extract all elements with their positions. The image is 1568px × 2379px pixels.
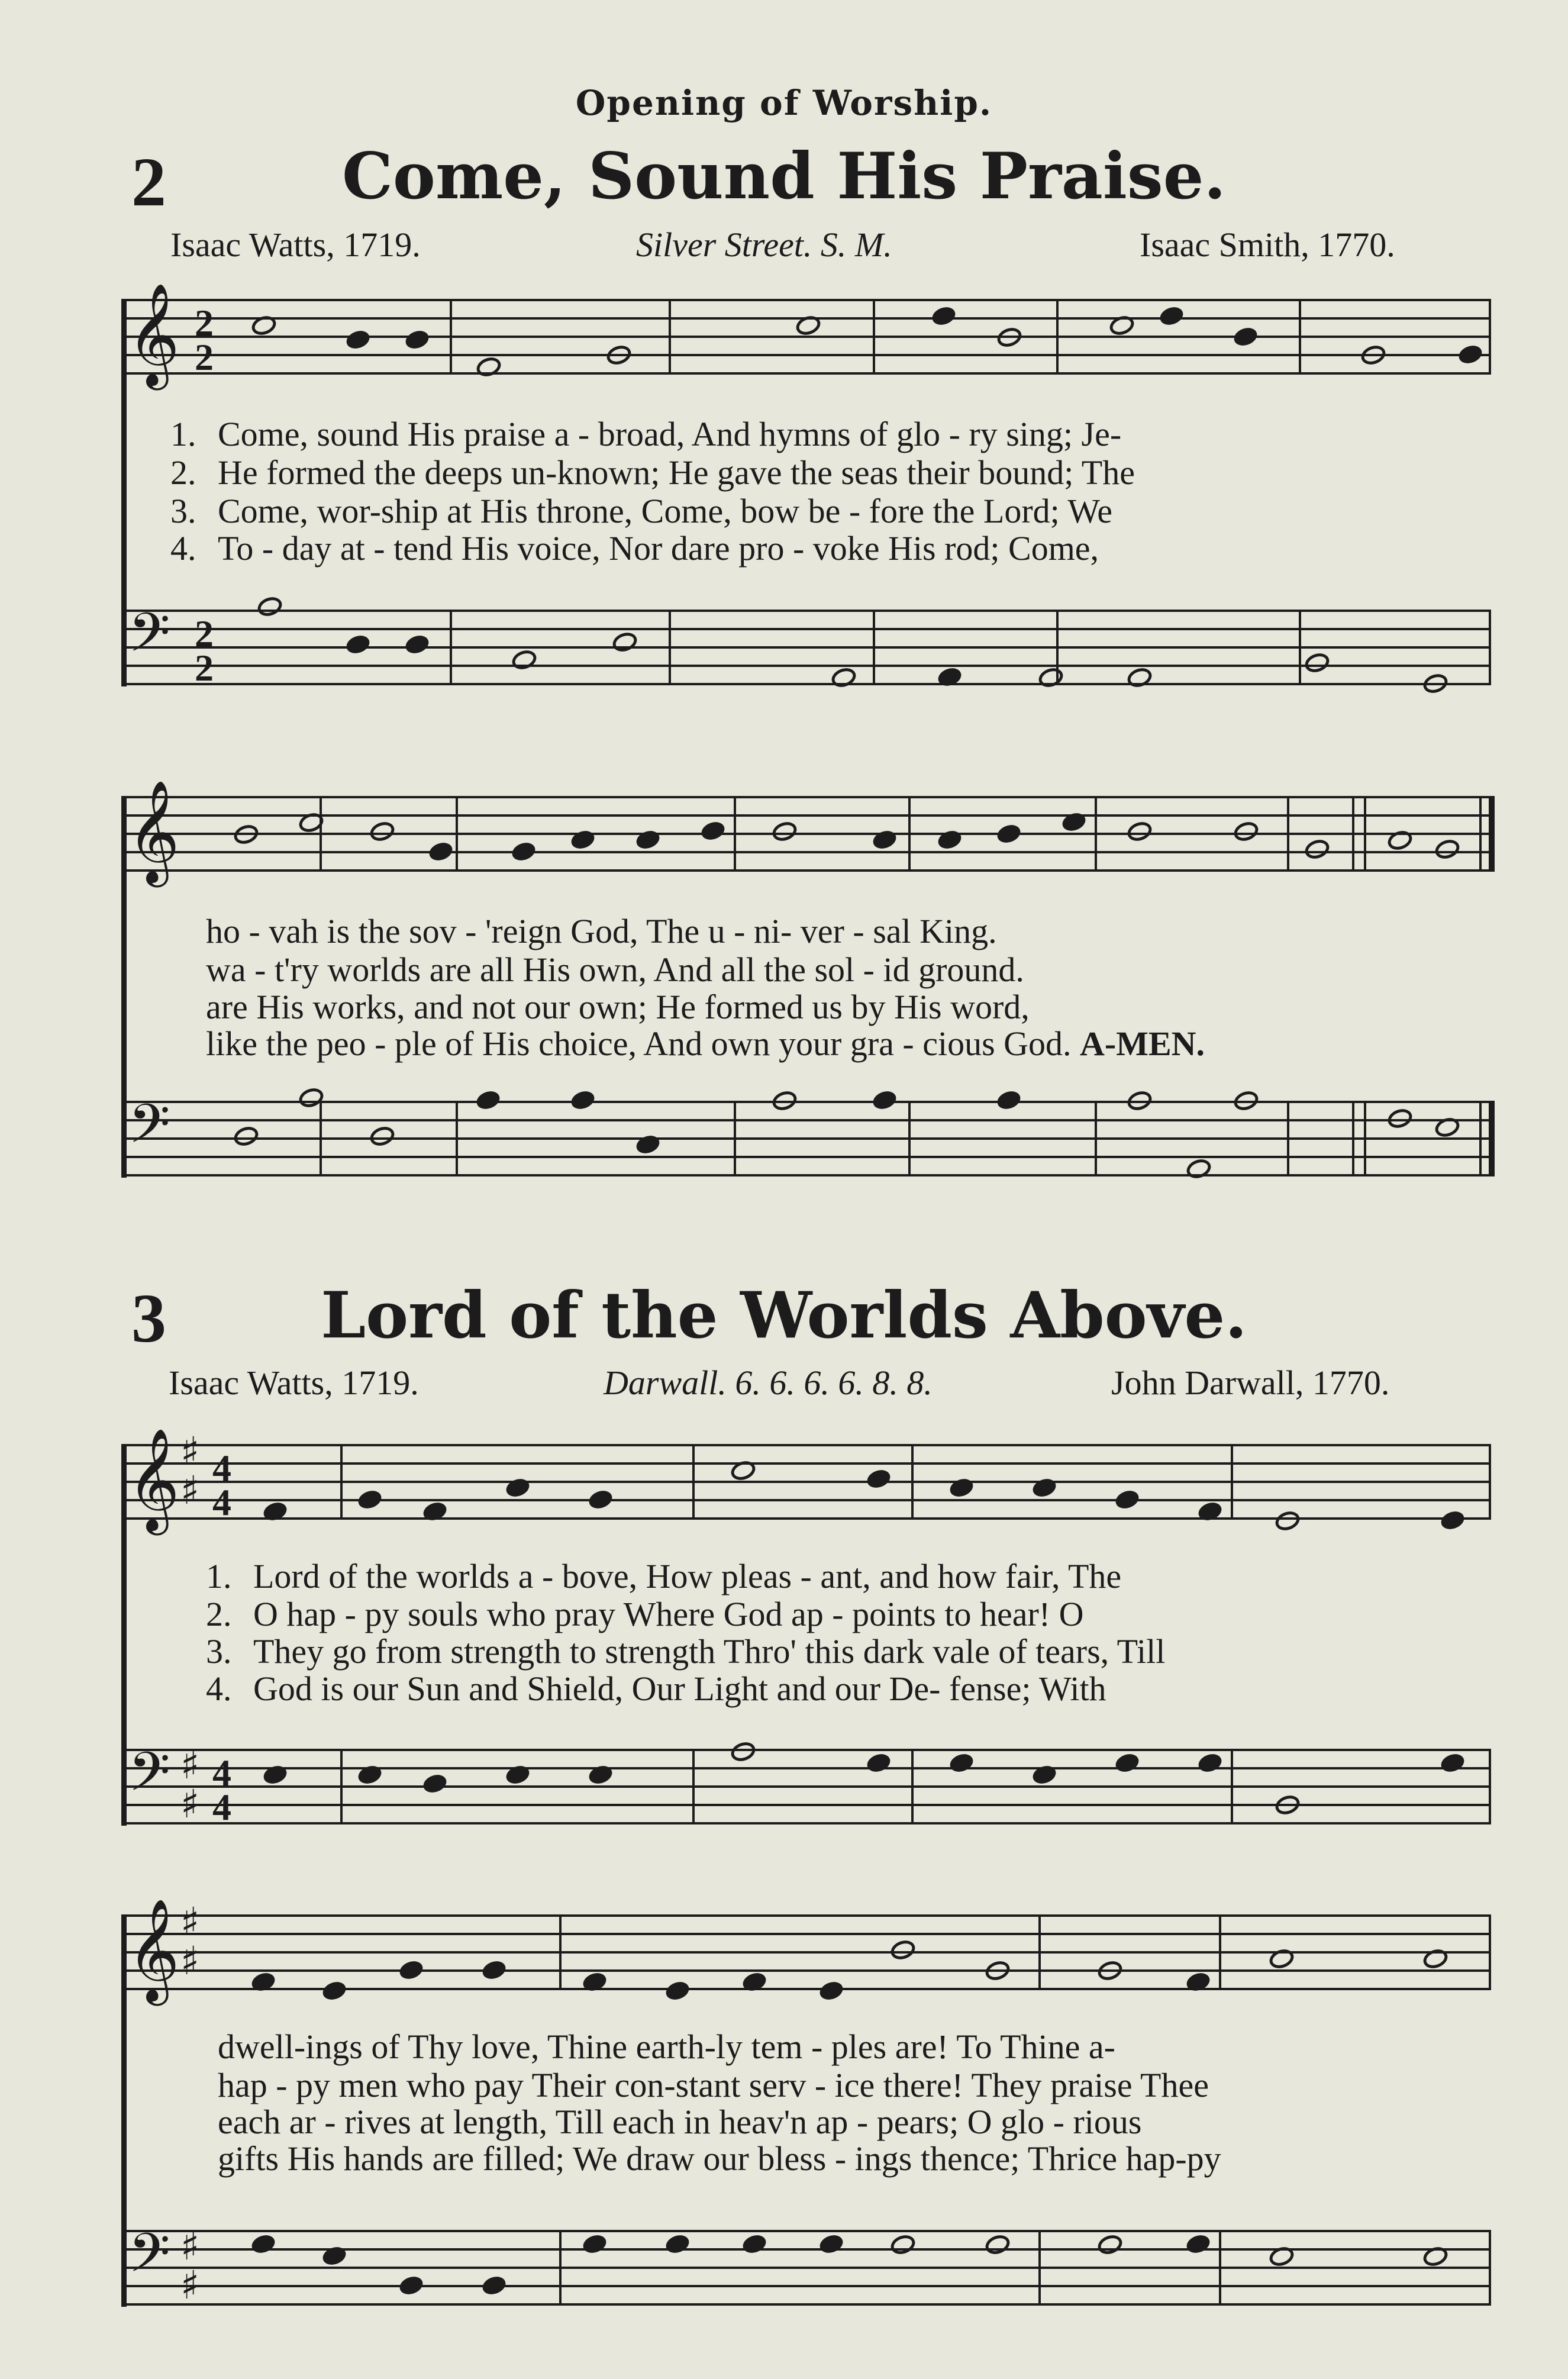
verse-line: each ar - rives at length, Till each in heav'n ap - pears; O glo - rious xyxy=(218,2103,1142,2141)
note xyxy=(1385,828,1415,853)
note xyxy=(344,633,372,656)
note xyxy=(663,2232,691,2256)
verse-line: 4. To - day at - tend His voice, Nor dare pro - voke His rod; Come, xyxy=(170,529,1099,568)
hymn-number: 3 xyxy=(131,1279,166,1357)
note xyxy=(995,1088,1022,1112)
note xyxy=(604,343,634,368)
treble-staff xyxy=(121,283,1491,386)
note xyxy=(1157,304,1185,328)
note xyxy=(663,1979,691,2003)
note xyxy=(1421,671,1450,697)
note xyxy=(864,1751,892,1775)
key-signature-icon: ♯ ♯ xyxy=(180,1429,199,1513)
note xyxy=(610,630,640,655)
section-title: Opening of Worship. xyxy=(575,83,993,123)
note xyxy=(995,325,1024,350)
note xyxy=(1433,837,1462,862)
note xyxy=(817,2232,845,2256)
note xyxy=(1125,1088,1154,1114)
note xyxy=(1113,1488,1141,1511)
note xyxy=(255,594,285,620)
note xyxy=(356,1488,383,1511)
note xyxy=(634,1133,662,1156)
note xyxy=(864,1467,892,1491)
bass-clef-icon: 𝄢 xyxy=(128,2222,170,2297)
verse-line: 2. He formed the deeps un-known; He gave the seas their bound; The xyxy=(170,453,1135,492)
note xyxy=(935,828,963,852)
note xyxy=(1231,325,1259,349)
author-credit: Isaac Watts, 1719. xyxy=(169,1363,419,1402)
note xyxy=(397,2274,425,2297)
key-signature-icon: ♯ ♯ xyxy=(180,1899,199,1984)
time-signature: 2 2 xyxy=(195,613,214,689)
note xyxy=(930,304,957,328)
verse-line: gifts His hands are filled; We draw our bless - ings thence; Thrice hap-py xyxy=(218,2139,1221,2178)
time-signature: 4 4 xyxy=(212,1447,231,1523)
treble-clef-icon: 𝄞 xyxy=(127,780,180,883)
verse-line: wa - t'ry worlds are all His own, And all the sol - id ground. xyxy=(206,950,1024,989)
note xyxy=(397,1958,425,1982)
note xyxy=(1125,665,1154,691)
time-signature: 2 2 xyxy=(195,302,214,378)
note xyxy=(504,1763,531,1787)
bass-staff xyxy=(121,601,1491,689)
verse-line: are His works, and not our own; He formed us by His word, xyxy=(206,988,1030,1026)
key-signature-icon: ♯ ♯ xyxy=(180,1742,199,1827)
note xyxy=(509,840,537,863)
note xyxy=(770,819,799,844)
composer-credit: Isaac Smith, 1770. xyxy=(1140,225,1395,264)
hymn-title: Lord of the Worlds Above. xyxy=(321,1278,1247,1353)
verse-line: dwell-ings of Thy love, Thine earth-ly tem - ples are! To Thine a- xyxy=(218,2027,1115,2066)
verse-line: 4. God is our Sun and Shield, Our Light and our De- fense; With xyxy=(206,1669,1106,1708)
tune-credit: Darwall. 6. 6. 6. 6. 8. 8. xyxy=(604,1363,933,1402)
note xyxy=(1125,819,1154,844)
verse-line: 2. O hap - py souls who pray Where God ap - points to hear! O xyxy=(206,1595,1084,1633)
bass-clef-icon: 𝄢 xyxy=(128,1092,170,1168)
note xyxy=(367,1124,397,1149)
note xyxy=(1231,1088,1261,1114)
hymn-number: 2 xyxy=(131,143,166,221)
time-signature: 4 4 xyxy=(212,1752,231,1828)
note xyxy=(367,819,397,844)
system-bar xyxy=(121,1444,127,1826)
note xyxy=(356,1763,383,1787)
note xyxy=(586,1488,614,1511)
note xyxy=(1302,650,1332,676)
note xyxy=(344,328,372,352)
note xyxy=(403,633,431,656)
note xyxy=(509,647,539,673)
note xyxy=(995,822,1022,846)
key-signature-icon: ♯ ♯ xyxy=(180,2223,199,2308)
note xyxy=(403,328,431,352)
treble-staff xyxy=(121,780,1491,883)
note xyxy=(1060,810,1088,834)
verse-line: hap - py men who pay Their con-stant serv - ice there! They praise Thee xyxy=(218,2066,1209,2104)
note xyxy=(580,2232,608,2256)
treble-clef-icon: 𝄞 xyxy=(127,283,180,386)
note xyxy=(699,819,727,843)
author-credit: Isaac Watts, 1719. xyxy=(170,225,421,264)
note xyxy=(249,2232,277,2256)
note xyxy=(261,1763,289,1787)
note xyxy=(231,822,261,847)
note xyxy=(569,828,596,852)
treble-clef-icon: 𝄞 xyxy=(127,1898,180,2001)
note xyxy=(427,840,454,863)
note xyxy=(1273,1508,1302,1534)
note xyxy=(829,665,859,691)
note xyxy=(770,1088,799,1114)
note xyxy=(1438,1751,1466,1775)
hymn-title: Come, Sound His Praise. xyxy=(341,139,1227,214)
note xyxy=(983,1958,1012,1984)
note xyxy=(320,1979,348,2003)
note xyxy=(947,1751,975,1775)
note xyxy=(474,354,504,380)
note xyxy=(320,2244,348,2268)
note xyxy=(1030,1476,1058,1500)
note xyxy=(1184,2232,1212,2256)
treble-staff xyxy=(121,1428,1491,1531)
note xyxy=(569,1088,596,1112)
verse-line: 3. They go from strength to strength Thro' this dark vale of tears, Till xyxy=(206,1632,1166,1671)
note xyxy=(870,1088,898,1112)
note xyxy=(421,1772,449,1795)
note xyxy=(480,1958,508,1982)
verse-line: 3. Come, wor-ship at His throne, Come, bow be - fore the Lord; We xyxy=(170,492,1113,530)
note xyxy=(728,1739,758,1765)
note xyxy=(888,2232,918,2258)
note xyxy=(1302,837,1332,862)
note xyxy=(1359,343,1388,368)
note xyxy=(983,2232,1012,2258)
treble-staff xyxy=(121,1898,1491,2001)
note xyxy=(1273,1793,1302,1818)
note xyxy=(1113,1751,1141,1775)
note xyxy=(1196,1751,1224,1775)
bass-staff xyxy=(121,1740,1491,1828)
note xyxy=(817,1979,845,2003)
bass-staff xyxy=(121,1092,1491,1178)
bass-clef-icon: 𝄢 xyxy=(128,601,170,677)
amen-label: A-MEN. xyxy=(1080,1024,1205,1063)
note xyxy=(1267,1946,1296,1972)
verse-line: 1. Lord of the worlds a - bove, How pleas - ant, and how fair, The xyxy=(206,1557,1122,1595)
verse-line: ho - vah is the sov - 'reign God, The u - ni- ver - sal King. xyxy=(206,912,997,950)
note xyxy=(586,1763,614,1787)
note xyxy=(870,828,898,852)
note xyxy=(1184,1156,1214,1182)
note xyxy=(231,1124,261,1149)
verse-line: like the peo - ple of His choice, And own your gra - cious God. A-MEN. xyxy=(206,1024,1205,1063)
system-bar xyxy=(121,299,127,686)
bass-staff xyxy=(121,2222,1491,2308)
note xyxy=(1095,1958,1125,1984)
note xyxy=(480,2274,508,2297)
note xyxy=(1036,665,1066,691)
note xyxy=(634,828,662,852)
verse-line: 1. Come, sound His praise a - broad, And hymns of glo - ry sing; Je- xyxy=(170,415,1122,453)
note xyxy=(947,1476,975,1500)
tune-credit: Silver Street. S. M. xyxy=(636,225,892,264)
note xyxy=(888,1938,918,1963)
note xyxy=(1030,1763,1058,1787)
note xyxy=(474,1088,502,1112)
note xyxy=(1438,1508,1466,1532)
note xyxy=(1385,1106,1415,1132)
treble-clef-icon: 𝄞 xyxy=(127,1428,180,1531)
system-bar xyxy=(121,1914,127,2307)
system-bar xyxy=(121,796,127,1178)
note xyxy=(1456,343,1484,366)
bass-clef-icon: 𝄢 xyxy=(128,1740,170,1816)
note xyxy=(1231,819,1261,844)
note xyxy=(1095,2232,1125,2258)
note xyxy=(504,1476,531,1500)
composer-credit: John Darwall, 1770. xyxy=(1111,1363,1390,1402)
note xyxy=(1421,1946,1450,1972)
note xyxy=(740,2232,768,2256)
